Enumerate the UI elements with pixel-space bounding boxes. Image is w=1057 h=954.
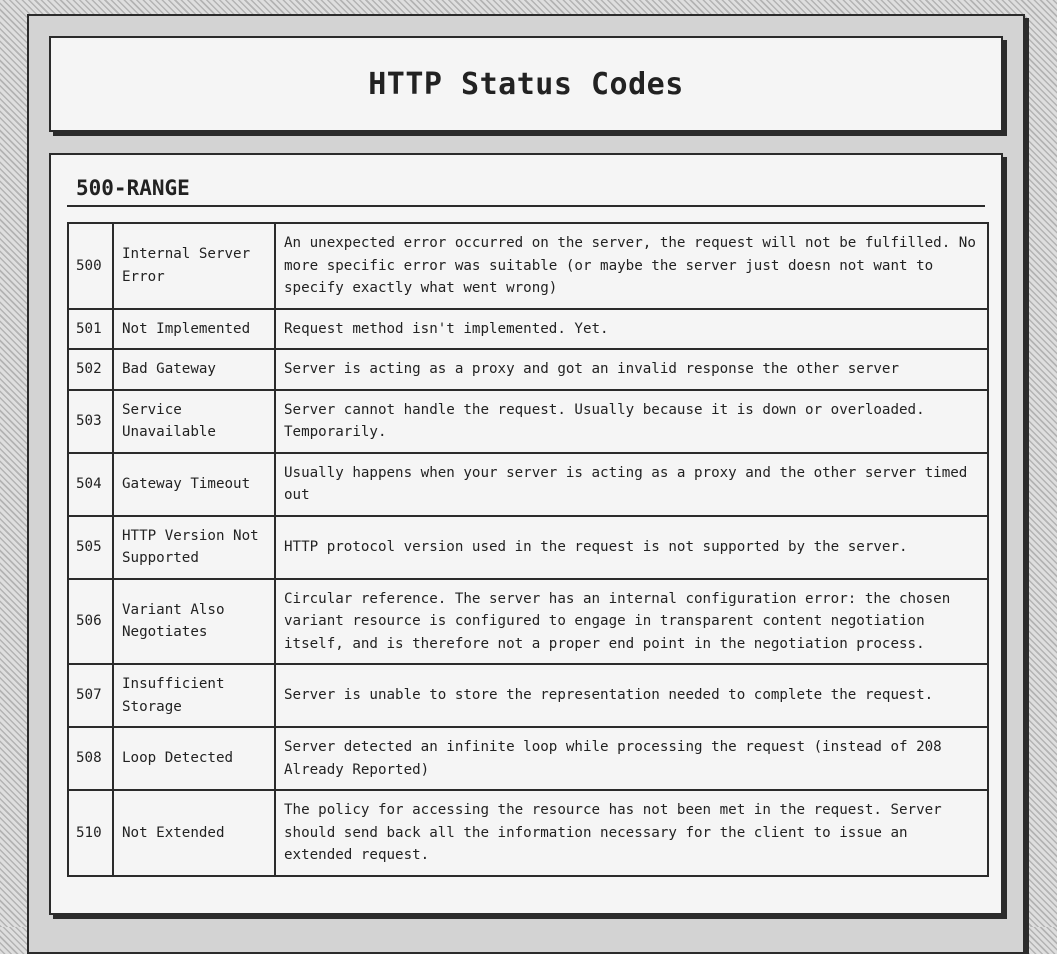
status-name-cell: Service Unavailable <box>113 390 275 453</box>
status-name-cell: Not Implemented <box>113 309 275 350</box>
status-name-cell: Bad Gateway <box>113 349 275 390</box>
page-title: HTTP Status Codes <box>368 66 684 102</box>
status-description-cell: Server cannot handle the request. Usually because it is down or overloaded. Temporarily. <box>275 390 988 453</box>
status-name-cell: Gateway Timeout <box>113 453 275 516</box>
status-description-cell: Server is acting as a proxy and got an invalid response the other server <box>275 349 988 390</box>
table-row <box>68 309 988 350</box>
table-row <box>68 579 988 665</box>
status-code-cell: 505 <box>68 516 113 579</box>
status-name-cell: Not Extended <box>113 790 275 876</box>
content-card <box>49 153 1003 915</box>
status-description-cell: HTTP protocol version used in the request is not supported by the server. <box>275 516 988 579</box>
table-row <box>68 516 988 579</box>
status-name-cell: Internal Server Error <box>113 223 275 309</box>
status-codes-table <box>67 222 989 877</box>
table-row <box>68 664 988 727</box>
table-row <box>68 727 988 790</box>
status-code-cell: 504 <box>68 453 113 516</box>
status-code-cell: 502 <box>68 349 113 390</box>
title-card <box>49 36 1003 132</box>
status-description-cell: The policy for accessing the resource has not been met in the request. Server should send back all the information necessary for the client to issue an extended request. <box>275 790 988 876</box>
status-name-cell: HTTP Version Not Supported <box>113 516 275 579</box>
section-header <box>67 173 985 207</box>
status-description-cell: An unexpected error occurred on the server, the request will not be fulfilled. No more specific error was suitable (or maybe the server just doesn not want to specify exactly what went wrong) <box>275 223 988 309</box>
status-code-cell: 506 <box>68 579 113 665</box>
status-code-cell: 508 <box>68 727 113 790</box>
status-code-cell: 500 <box>68 223 113 309</box>
status-name-cell: Insufficient Storage <box>113 664 275 727</box>
status-description-cell: Request method isn't implemented. Yet. <box>275 309 988 350</box>
status-description-cell: Server detected an infinite loop while processing the request (instead of 208 Already Reported) <box>275 727 988 790</box>
section-title: 500-RANGE <box>76 176 190 200</box>
status-code-cell: 510 <box>68 790 113 876</box>
status-name-cell: Loop Detected <box>113 727 275 790</box>
table-row <box>68 349 988 390</box>
status-code-cell: 507 <box>68 664 113 727</box>
status-name-cell: Variant Also Negotiates <box>113 579 275 665</box>
table-row <box>68 223 988 309</box>
table-row <box>68 390 988 453</box>
status-description-cell: Server is unable to store the representation needed to complete the request. <box>275 664 988 727</box>
table-row <box>68 453 988 516</box>
table-row <box>68 790 988 876</box>
status-code-cell: 501 <box>68 309 113 350</box>
status-description-cell: Usually happens when your server is acting as a proxy and the other server timed out <box>275 453 988 516</box>
status-description-cell: Circular reference. The server has an internal configuration error: the chosen variant resource is configured to engage in transparent content negotiation itself, and is therefore not a proper end point in the negotiation process. <box>275 579 988 665</box>
status-code-cell: 503 <box>68 390 113 453</box>
